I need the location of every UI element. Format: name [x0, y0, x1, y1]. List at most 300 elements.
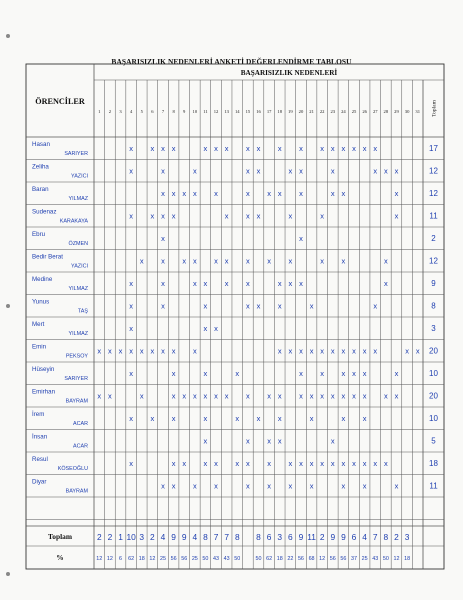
student-total: 12: [429, 256, 438, 266]
column-total: 9: [330, 532, 336, 542]
mark-x: x: [394, 166, 399, 176]
student-total: 18: [429, 459, 438, 468]
column-percent: 50: [202, 556, 209, 562]
column-percent: 25: [159, 556, 166, 562]
mark-x: x: [267, 391, 271, 401]
column-number: 19: [288, 109, 293, 114]
column-number: 24: [341, 109, 346, 114]
column-percent: 37: [351, 556, 358, 562]
column-total: 2: [394, 532, 399, 542]
mark-x: x: [246, 279, 250, 288]
mark-x: x: [171, 481, 176, 491]
column-total: 4: [192, 532, 198, 542]
mark-x: x: [320, 211, 325, 221]
column-number: 5: [140, 109, 143, 114]
student-total: 20: [429, 391, 438, 401]
mark-x: x: [246, 189, 250, 198]
mark-x: x: [192, 256, 197, 266]
mark-x: x: [171, 144, 176, 153]
mark-x: x: [330, 436, 335, 446]
column-total: 3: [139, 532, 145, 542]
column-percent: 18: [276, 556, 283, 562]
mark-x: x: [277, 189, 282, 198]
mark-x: x: [171, 369, 176, 378]
column-percent: 56: [297, 556, 304, 562]
column-total: 1: [118, 532, 123, 542]
column-total: 9: [298, 532, 304, 542]
mark-x: x: [203, 414, 208, 423]
column-total: 9: [181, 532, 187, 542]
mark-x: x: [203, 391, 208, 401]
mark-x: x: [320, 459, 325, 468]
student-first-name: Medine: [32, 276, 53, 283]
student-first-name: Zeliha: [32, 163, 49, 171]
mark-x: x: [97, 391, 102, 401]
student-last-name: YILMAZ: [68, 196, 88, 202]
mark-x: x: [330, 144, 335, 153]
column-total: 6: [266, 532, 272, 542]
student-total: 10: [429, 414, 438, 423]
student-first-name: Hüseyin: [32, 366, 55, 373]
column-percent: 12: [149, 556, 156, 562]
column-percent: 50: [255, 556, 262, 562]
mark-x: x: [352, 346, 356, 356]
mark-x: x: [246, 144, 250, 153]
mark-x: x: [224, 211, 229, 221]
column-total: 3: [404, 532, 410, 542]
column-total: 4: [362, 532, 367, 542]
mark-x: x: [150, 144, 155, 153]
mark-x: x: [288, 481, 293, 491]
mark-x: x: [362, 414, 367, 423]
column-percent: 56: [340, 556, 347, 562]
mark-x: x: [246, 459, 250, 468]
mark-x: x: [309, 481, 314, 491]
column-number: 18: [277, 109, 283, 114]
mark-x: x: [171, 346, 176, 356]
column-number: 17: [266, 109, 272, 114]
student-last-name: TAŞ: [77, 308, 88, 315]
mark-x: x: [341, 256, 346, 266]
page-title: BAŞARISIZLIK NEDENLERİ ANKETİ DEĞERLENDİRME TABLOSU: [111, 57, 352, 66]
student-last-name: YAZICI: [71, 263, 88, 270]
mark-x: x: [277, 436, 282, 446]
column-total: 2: [319, 532, 325, 542]
mark-x: x: [373, 166, 378, 176]
student-first-name: Hasan: [32, 141, 50, 148]
mark-x: x: [352, 369, 356, 378]
mark-x: x: [224, 256, 229, 266]
student-total: 2: [431, 234, 436, 243]
mark-x: x: [267, 436, 271, 446]
mark-x: x: [330, 459, 335, 468]
mark-x: x: [214, 324, 218, 333]
mark-x: x: [171, 414, 176, 423]
mark-x: x: [108, 391, 112, 401]
mark-x: x: [352, 459, 356, 468]
column-number: 21: [309, 109, 314, 114]
mark-x: x: [277, 144, 282, 153]
mark-x: x: [214, 256, 218, 266]
mark-x: x: [330, 391, 335, 401]
mark-x: x: [383, 166, 388, 176]
column-number: 2: [108, 109, 112, 114]
mark-x: x: [267, 256, 271, 266]
column-percent: 56: [170, 556, 177, 562]
mark-x: x: [299, 189, 303, 198]
mark-x: x: [129, 166, 134, 176]
column-total: 10: [126, 532, 136, 542]
student-last-name: SARIYER: [64, 151, 88, 157]
student-first-name: Diyar: [32, 478, 47, 486]
table-border: [26, 64, 444, 569]
mark-x: x: [161, 346, 165, 356]
column-number: 10: [192, 109, 198, 114]
mark-x: x: [362, 346, 367, 356]
student-total: 20: [429, 346, 438, 356]
student-first-name: Baran: [32, 186, 49, 193]
mark-x: x: [171, 211, 176, 221]
mark-x: x: [161, 481, 165, 491]
mark-x: x: [235, 369, 240, 378]
column-percent: 68: [308, 556, 315, 562]
mark-x: x: [309, 391, 314, 401]
column-total: 8: [383, 532, 389, 542]
mark-x: x: [256, 166, 261, 176]
column-percent: 12: [393, 556, 400, 562]
mark-x: x: [373, 459, 378, 468]
column-percent: 43: [223, 556, 230, 562]
mark-x: x: [192, 189, 197, 198]
mark-x: x: [192, 481, 197, 491]
mark-x: x: [320, 144, 325, 153]
mark-x: x: [246, 481, 250, 491]
mark-x: x: [161, 234, 165, 243]
mark-x: x: [224, 391, 229, 401]
column-number: 14: [234, 109, 240, 114]
mark-x: x: [150, 346, 155, 356]
column-total: 2: [96, 532, 102, 542]
footer-total-label: Toplam: [48, 532, 72, 541]
student-first-name: Emirhan: [32, 388, 56, 396]
mark-x: x: [129, 459, 134, 468]
mark-x: x: [330, 346, 335, 356]
mark-x: x: [203, 279, 208, 288]
mark-x: x: [150, 211, 155, 221]
mark-x: x: [246, 166, 250, 176]
mark-x: x: [277, 391, 282, 401]
mark-x: x: [182, 391, 187, 401]
mark-x: x: [320, 346, 325, 356]
mark-x: x: [97, 346, 102, 356]
mark-x: x: [192, 166, 197, 176]
mark-x: x: [161, 256, 165, 266]
column-percent: 12: [96, 556, 103, 562]
column-total: 2: [150, 532, 155, 542]
mark-x: x: [373, 301, 378, 311]
mark-x: x: [267, 481, 271, 491]
mark-x: x: [330, 189, 335, 198]
mark-x: x: [214, 481, 218, 491]
mark-x: x: [182, 189, 187, 198]
student-first-name: İnsan: [32, 433, 48, 441]
student-last-name: KÖSEOĞLU: [57, 466, 88, 472]
mark-x: x: [256, 414, 261, 423]
mark-x: x: [299, 346, 303, 356]
column-number: 30: [404, 109, 410, 114]
mark-x: x: [341, 144, 346, 153]
column-percent: 22: [287, 556, 294, 562]
column-number: 25: [351, 109, 357, 114]
column-total: 9: [341, 532, 346, 542]
column-number: 15: [245, 109, 251, 114]
mark-x: x: [235, 414, 240, 423]
column-number: 31: [415, 109, 420, 114]
column-total: 2: [107, 532, 113, 542]
mark-x: x: [267, 459, 271, 468]
mark-x: x: [161, 279, 165, 288]
mark-x: x: [383, 279, 388, 288]
student-total: 5: [431, 436, 436, 446]
column-percent: 6: [119, 556, 123, 562]
mark-x: x: [129, 324, 134, 333]
student-total: 9: [431, 279, 436, 288]
student-first-name: İrem: [32, 411, 45, 418]
column-percent: 25: [191, 556, 198, 562]
mark-x: x: [171, 459, 176, 468]
mark-x: x: [129, 279, 134, 288]
mark-x: x: [129, 369, 134, 378]
mark-x: x: [341, 369, 346, 378]
student-last-name: YILMAZ: [68, 286, 88, 292]
mark-x: x: [277, 301, 282, 311]
column-total: 11: [307, 532, 316, 542]
student-first-name: Sudenaz: [32, 208, 57, 216]
mark-x: x: [394, 481, 399, 491]
mark-x: x: [277, 414, 282, 423]
mark-x: x: [161, 166, 165, 176]
mark-x: x: [288, 166, 293, 176]
mark-x: x: [246, 436, 250, 446]
column-total: 7: [213, 532, 219, 542]
column-number: 9: [183, 109, 186, 114]
mark-x: x: [246, 256, 250, 266]
column-total: 8: [234, 532, 240, 542]
mark-x: x: [288, 211, 293, 221]
mark-x: x: [394, 189, 399, 198]
mark-x: x: [373, 144, 378, 153]
mark-x: x: [320, 256, 325, 266]
student-total: 17: [429, 144, 438, 153]
mark-x: x: [267, 189, 271, 198]
mark-x: x: [203, 301, 208, 311]
mark-x: x: [352, 391, 356, 401]
mark-x: x: [139, 256, 144, 266]
student-last-name: ACAR: [73, 421, 88, 427]
mark-x: x: [192, 391, 197, 401]
student-first-name: Resul: [32, 456, 48, 463]
mark-x: x: [383, 391, 388, 401]
student-last-name: BAYRAM: [65, 488, 88, 495]
column-number: 4: [129, 109, 133, 114]
student-first-name: Mert: [32, 321, 45, 328]
footer-percent-label: %: [56, 553, 64, 562]
student-first-name: Emin: [32, 343, 47, 351]
column-total: 7: [224, 532, 229, 542]
column-number: 16: [256, 109, 261, 114]
mark-x: x: [405, 346, 409, 356]
mark-x: x: [299, 279, 303, 288]
mark-x: x: [214, 144, 218, 153]
column-percent: 62: [128, 556, 135, 562]
mark-x: x: [341, 189, 346, 198]
column-number: 11: [203, 109, 208, 114]
mark-x: x: [309, 459, 314, 468]
mark-x: x: [203, 324, 208, 333]
student-first-name: Ebru: [32, 231, 46, 238]
column-percent: 18: [404, 556, 411, 562]
mark-x: x: [288, 459, 293, 468]
mark-x: x: [309, 301, 314, 311]
mark-x: x: [320, 391, 325, 401]
mark-x: x: [362, 369, 367, 378]
mark-x: x: [171, 189, 176, 198]
mark-x: x: [299, 369, 303, 378]
mark-x: x: [214, 391, 218, 401]
mark-x: x: [161, 211, 165, 221]
column-percent: 56: [181, 556, 188, 562]
student-total: 11: [429, 211, 438, 221]
mark-x: x: [394, 369, 399, 378]
column-percent: 56: [329, 556, 336, 562]
mark-x: x: [182, 459, 187, 468]
mark-x: x: [383, 459, 388, 468]
mark-x: x: [171, 391, 176, 401]
student-last-name: SARIYER: [64, 376, 88, 382]
column-number: 1: [98, 109, 101, 114]
mark-x: x: [383, 256, 388, 266]
mark-x: x: [299, 166, 303, 176]
column-total: 7: [372, 532, 378, 542]
mark-x: x: [129, 301, 134, 311]
mark-x: x: [118, 346, 123, 356]
student-last-name: YAZICI: [71, 173, 88, 180]
student-last-name: ACAR: [73, 443, 88, 450]
mark-x: x: [362, 481, 367, 491]
column-number: 28: [383, 109, 389, 114]
mark-x: x: [362, 459, 367, 468]
column-percent: 50: [234, 556, 241, 562]
column-percent: 18: [138, 556, 145, 562]
column-number: 23: [330, 109, 336, 114]
column-percent: 50: [382, 556, 389, 562]
mark-x: x: [203, 436, 208, 446]
mark-x: x: [362, 144, 367, 153]
student-total: 10: [429, 369, 438, 378]
mark-x: x: [309, 346, 314, 356]
mark-x: x: [161, 301, 165, 311]
column-number: 8: [172, 109, 175, 114]
mark-x: x: [299, 391, 303, 401]
mark-x: x: [224, 144, 229, 153]
mark-x: x: [224, 279, 229, 288]
column-number: 27: [372, 109, 378, 114]
column-total: 8: [256, 532, 261, 542]
mark-x: x: [256, 301, 261, 311]
student-last-name: ÖZMEN: [68, 241, 88, 247]
mark-x: x: [288, 256, 293, 266]
column-percent: 12: [106, 556, 113, 562]
mark-x: x: [129, 414, 134, 423]
column-percent: 25: [361, 556, 368, 562]
mark-x: x: [362, 391, 367, 401]
mark-x: x: [288, 346, 293, 356]
mark-x: x: [341, 481, 346, 491]
mark-x: x: [129, 346, 134, 356]
student-first-name: Bedir Berat: [32, 253, 63, 261]
column-number: 26: [362, 109, 367, 114]
mark-x: x: [277, 279, 282, 288]
student-last-name: PEKSOY: [65, 353, 88, 360]
column-total: 9: [171, 532, 176, 542]
column-total: 8: [203, 532, 208, 542]
student-total: 12: [429, 166, 438, 176]
column-number: 13: [224, 109, 229, 114]
reasons-header: BAŞARISIZLIK NEDENLERİ: [240, 69, 338, 77]
mark-x: x: [246, 301, 250, 311]
student-first-name: Yunus: [32, 298, 50, 306]
column-number: 12: [213, 109, 219, 114]
mark-x: x: [203, 459, 208, 468]
mark-x: x: [214, 459, 218, 468]
student-total: 11: [429, 481, 438, 491]
column-total: 6: [351, 532, 357, 542]
column-number: 29: [394, 109, 399, 114]
column-percent: 62: [266, 556, 273, 562]
mark-x: x: [330, 166, 335, 176]
mark-x: x: [309, 414, 314, 423]
mark-x: x: [129, 144, 134, 153]
mark-x: x: [341, 459, 346, 468]
mark-x: x: [203, 144, 208, 153]
mark-x: x: [256, 211, 261, 221]
mark-x: x: [415, 346, 420, 356]
students-header: ÖRENCİLER: [35, 97, 85, 106]
mark-x: x: [373, 346, 378, 356]
mark-x: x: [256, 144, 261, 153]
mark-x: x: [341, 346, 346, 356]
student-last-name: YILMAZ: [68, 331, 88, 337]
mark-x: x: [341, 414, 346, 423]
column-number: 22: [319, 109, 325, 114]
mark-x: x: [108, 346, 112, 356]
mark-x: x: [182, 256, 187, 266]
mark-x: x: [299, 144, 303, 153]
column-number: 7: [161, 109, 165, 114]
mark-x: x: [299, 459, 303, 468]
mark-x: x: [161, 189, 165, 198]
mark-x: x: [129, 211, 134, 221]
mark-x: x: [139, 391, 144, 401]
mark-x: x: [192, 279, 197, 288]
student-total: 3: [431, 324, 436, 333]
mark-x: x: [246, 211, 250, 221]
column-number: 6: [151, 109, 154, 114]
mark-x: x: [299, 234, 303, 243]
student-last-name: BAYRAM: [65, 398, 88, 405]
mark-x: x: [161, 144, 165, 153]
column-total: 3: [277, 532, 283, 542]
